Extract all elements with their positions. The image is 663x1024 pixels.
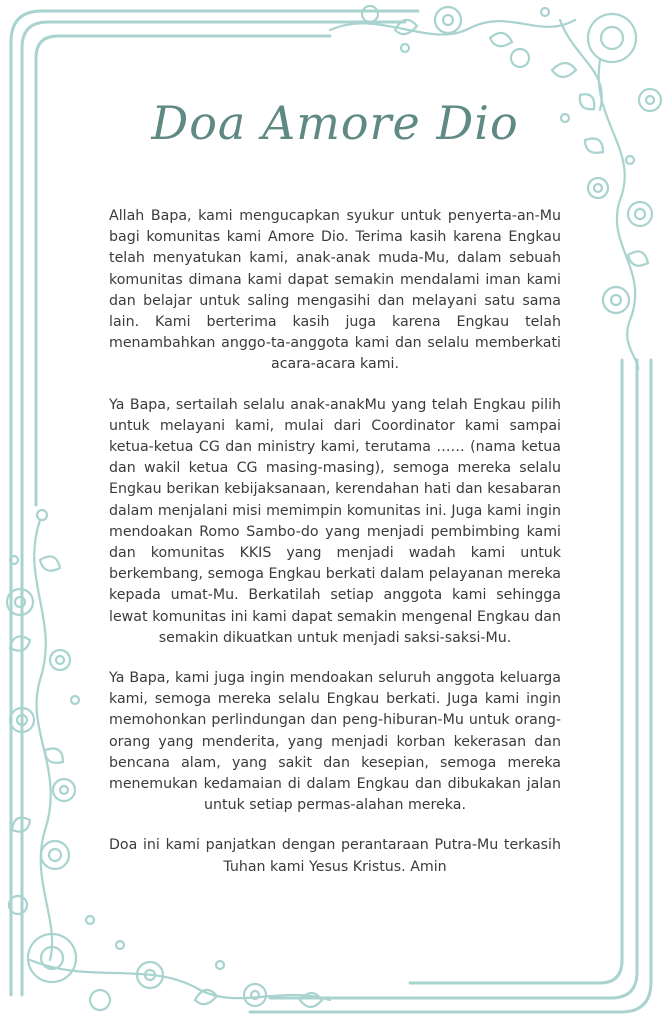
prayer-paragraph: Ya Bapa, sertailah selalu anak-anakMu yang telah Engkau pilih untuk melayani kami, mulai dari Coordinator kami sampai ketua-ketua CG dan ministry kami, terutama …… (nama ketua dan wakil ketua CG masing-masing), semoga mereka selalu Engkau berikan kebijaksanaan, kerendahan hati dan kesabaran dalam menjalani misi memimpin komunitas ini. Juga kami ingin mendoakan Romo Sambo-do yang menjadi pembimbing kami dan komunitas KKIS yang menjadi wadah kami untuk berkembang, semoga Engkau berkati dalam pelayanan mereka kepada umat-Mu. Berkatilah setiap anggota kami sehingga lewat komunitas ini kami dapat semakin mengenal Engkau dan semakin dikuatkan untuk menjadi saksi-saksi-Mu. — [109, 396, 561, 646]
page-title: Doa Amore Dio — [151, 96, 519, 150]
closing-paragraph: Doa ini kami panjatkan dengan perantaraan Putra-Mu terkasih Tuhan kami Yesus Kristus. Amin — [109, 837, 561, 875]
prayer-paragraph: Ya Bapa, kami juga ingin mendoakan seluruh anggota keluarga kami, semoga mereka selalu Engkau berkati. Juga kami ingin memohonkan perlindungan dan peng-hiburan-Mu untuk orang-orang yang menderita, yang menjadi korban kekerasan dan bencana alam, yang sakit dan kesepian, semoga mereka menemukan kedamaian di dalam Engkau dan dibukakan jalan untuk setiap permas-alahan mereka. — [109, 670, 561, 814]
prayer-text — [109, 206, 561, 878]
prayer-paragraph: Allah Bapa, kami mengucapkan syukur untuk penyerta-an-Mu bagi komunitas kami Amore Dio. Terima kasih karena Engkau telah menyatukan kami, anak-anak muda-Mu, dalam sebuah komunitas dimana kami dapat semakin mendalami iman kami dan belajar untuk saling mengasihi dan melayani satu sama lain. Kami berterima kasih juga karena Engkau telah menambahkan anggo-ta-anggota kami dan selalu memberkati acara-acara kami. — [109, 208, 561, 373]
